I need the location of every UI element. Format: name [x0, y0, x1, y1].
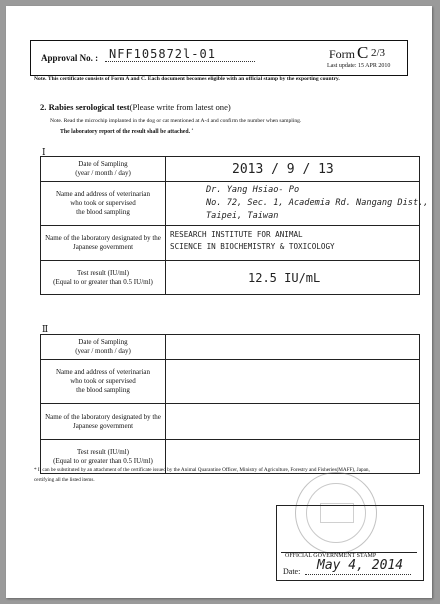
- form-label: Form: [329, 47, 356, 61]
- table-1-roman: Ⅰ: [42, 147, 46, 157]
- section-title: [40, 102, 231, 112]
- last-update: Last update: 15 APR 2010: [327, 63, 391, 69]
- date-underline: [305, 574, 411, 575]
- attachment-note: The laboratory report of the result shall be attached. ˚: [60, 129, 194, 135]
- result-field-1: [166, 261, 420, 295]
- table-row: [41, 182, 420, 226]
- table-row: [41, 226, 420, 261]
- row-label: Test result (IU/ml) (Equal to or greater than 0.5 IU/ml): [41, 261, 166, 295]
- row-label: Date of Sampling (year / month / day): [41, 335, 166, 360]
- table-row: [41, 335, 420, 360]
- official-stamp-box: [276, 505, 424, 581]
- date-field-1: [166, 157, 420, 182]
- approval-underline: [105, 61, 255, 62]
- stamp-label: OFFICIAL GOVERNMENT STAMP: [285, 553, 377, 559]
- table-2-roman: Ⅱ: [42, 324, 49, 334]
- result-value-1: 12.5 IU/mL: [248, 271, 321, 285]
- table-row: [41, 360, 420, 404]
- certificate-note: Note. This certificate consists of Form A and C. Each document becomes eligible with an official stamp by the exporting country.: [34, 76, 340, 82]
- footnote: * It can be substituted by an attachment of the certificate issued by the Animal Quarantine Officer, Ministry of Agriculture, Forestry and Fisheries(MAFF), Japan, certifying all the listed items.: [34, 467, 370, 483]
- table-row: [41, 261, 420, 295]
- row-label: Test result (IU/ml) (Equal to or greater than 0.5 IU/ml): [41, 440, 166, 474]
- approval-number: NFF105872l-01: [109, 47, 216, 61]
- sampling-table-2: [40, 334, 420, 474]
- approval-label: Approval No. :: [41, 53, 99, 63]
- table-row: [41, 404, 420, 440]
- approval-header: [30, 40, 408, 76]
- row-label: Name and address of veterinarian who took or supervised the blood sampling: [41, 360, 166, 404]
- section-title-suffix: (Please write from latest one): [129, 102, 231, 112]
- row-label: Name of the laboratory designated by the Japanese government: [41, 226, 166, 261]
- veterinarian-value-1: Dr. Yang Hsiao- Po No. 72, Sec. 1, Academia Rd. Nangang Dist., Taipei, Taiwan: [206, 185, 429, 221]
- document-page: [6, 6, 432, 598]
- laboratory-value-1: RESEARCH INSTITUTE FOR ANIMAL SCIENCE IN BIOCHEMISTRY & TOXICOLOGY: [170, 230, 335, 251]
- date-field-2: [166, 335, 420, 360]
- form-page: 2/3: [371, 47, 386, 59]
- date-value-1: 2013 / 9 / 13: [232, 162, 334, 177]
- laboratory-field-1: [166, 226, 420, 261]
- row-label: Name and address of veterinarian who took or supervised the blood sampling: [41, 182, 166, 226]
- form-letter: C: [357, 43, 369, 62]
- veterinarian-field-1: [166, 182, 429, 226]
- stamp-date-label: Date:: [283, 567, 301, 576]
- sampling-table-1: [40, 156, 429, 295]
- microchip-note: Note. Read the microchip implanted in the dog or cat mentioned at A-4 and confirm the number when sampling.: [50, 118, 302, 124]
- table-row: [41, 157, 420, 182]
- veterinarian-field-2: [166, 360, 420, 404]
- section-title-main: 2. Rabies serological test: [40, 102, 130, 112]
- row-label: Name of the laboratory designated by the Japanese government: [41, 404, 166, 440]
- stamp-date-value: May 4, 2014: [317, 558, 404, 573]
- row-label: Date of Sampling (year / month / day): [41, 157, 166, 182]
- laboratory-field-2: [166, 404, 420, 440]
